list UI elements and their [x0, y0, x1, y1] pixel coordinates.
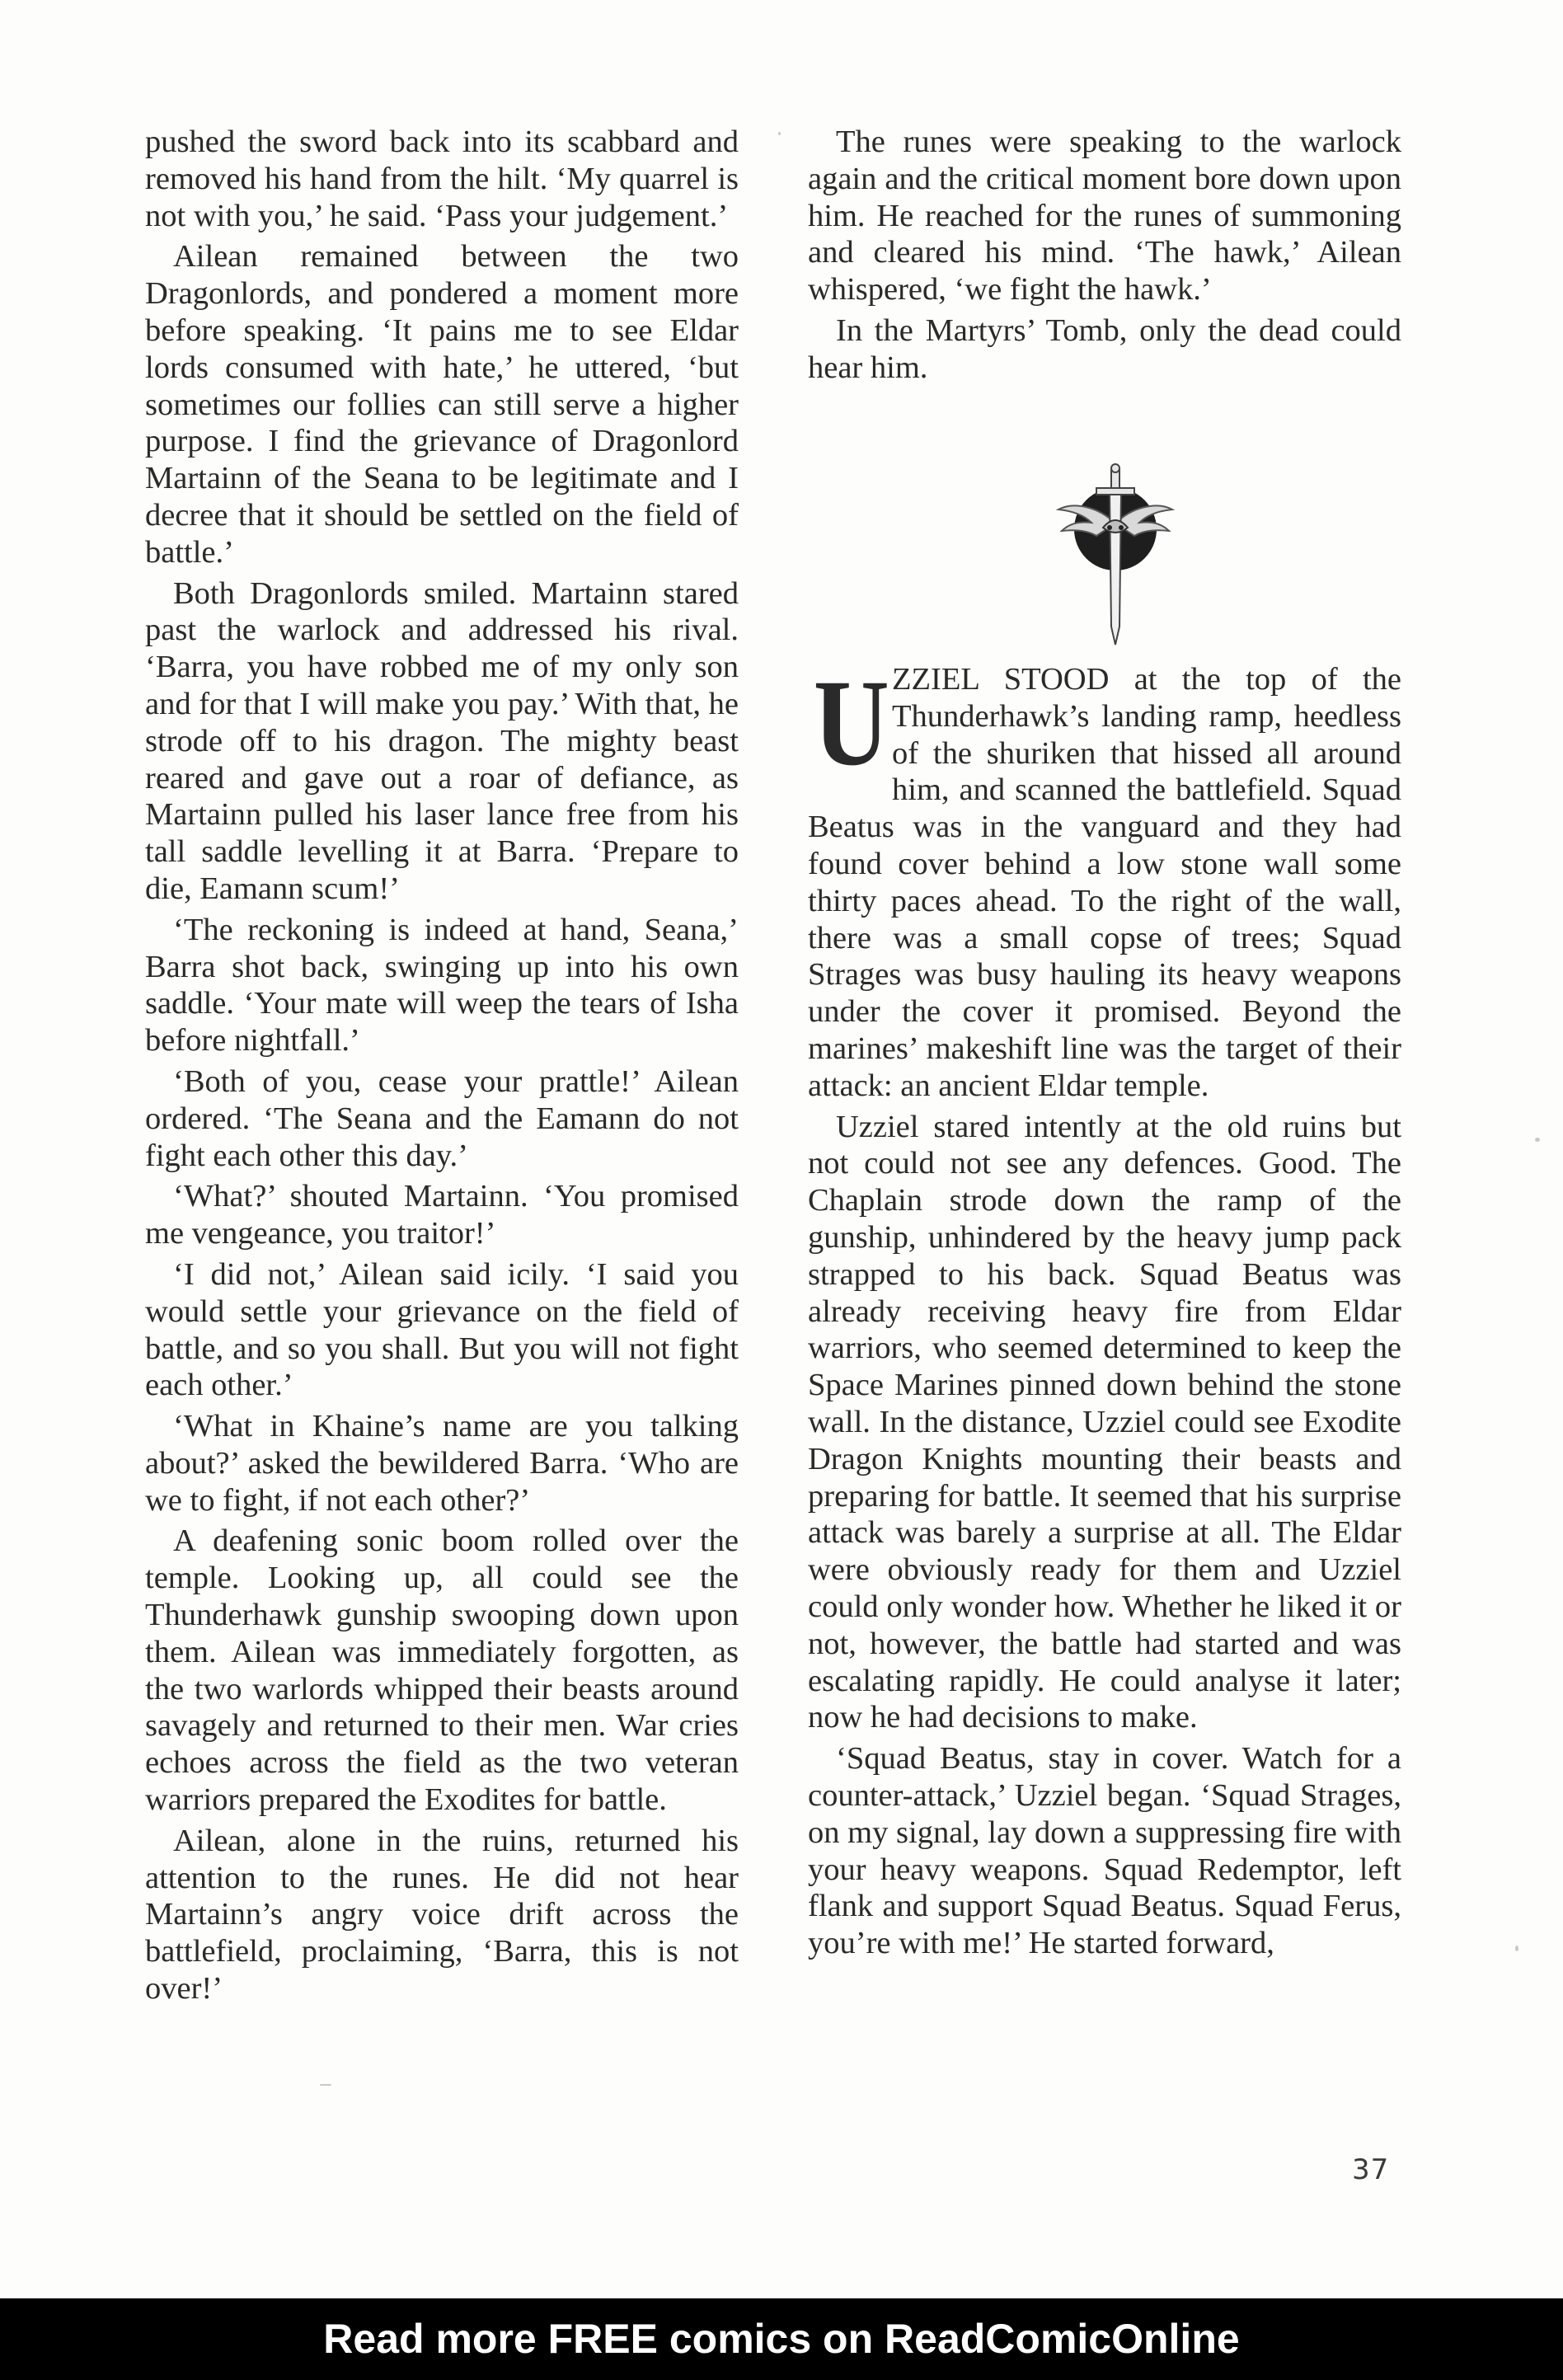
paragraph: The runes were speaking to the warlock again and the critical moment bore down upon him. He reached for the runes of summoning and cleared his mind. ‘The hawk,’ Ailean whispered, ‘we fight the hawk.’ [808, 124, 1401, 307]
right-text-column [808, 124, 1401, 391]
paper-speck [1515, 1946, 1518, 1951]
paragraph: ‘The reckoning is indeed at hand, Seana,’ Barra shot back, swinging up into his own saddle. ‘Your mate will weep the tears of Isha before nightfall.’ [145, 912, 739, 1059]
paragraph: Ailean, alone in the ruins, returned his attention to the runes. He did not hear Martainn’s angry voice drift across the battlefield, proclaiming, ‘Barra, this is not over!’ [145, 1823, 739, 2007]
drop-cap: U [813, 655, 889, 791]
left-text-column [145, 124, 739, 2011]
paragraph: Ailean remained between the two Dragonlords, and pondered a moment more before speaking. ‘It pains me to see Eldar lords consumed with hate,’ he uttered, ‘but sometimes our follies can still serve a higher purpose. I find the grievance of Dragonlord Martainn of the Seana to be legitimate and I decree that it should be settled on the field of battle.’ [145, 239, 739, 570]
paper-speck [1535, 1138, 1540, 1142]
paragraph: Uzziel stared intently at the old ruins but not could not see any defences. Good. The Chaplain strode down the ramp of the gunship, unhindered by the heavy jump pack strapped to his back. Squad Beatus was already receiving heavy fire from Eldar warriors, who seemed determined to keep the Space Marines pinned down behind the stone wall. In the distance, Uzziel could see Exodite Dragon Knights mounting their beasts and preparing for battle. It seemed that his surprise attack was barely a surprise at all. The Eldar were obviously ready for them and Uzziel could only wonder how. Whether he liked it or not, however, the battle had started and was escalating rapidly. He could analyse it later; now he had decisions to make. [808, 1109, 1401, 1735]
paragraph: ‘Both of you, cease your prattle!’ Ailean ordered. ‘The Seana and the Eamann do not fight each other this day.’ [145, 1063, 739, 1173]
paragraph: ‘Squad Beatus, stay in cover. Watch for a counter-attack,’ Uzziel began. ‘Squad Strages, on my signal, lay down a suppressing fire with your heavy weapons. Squad Redemptor, left flank and support Squad Beatus. Squad Ferus, you’re with me!’ He started forward, [808, 1741, 1401, 1961]
promo-banner-text[interactable]: Read more FREE comics on ReadComicOnline [323, 2316, 1240, 2362]
paper-speck [320, 2084, 331, 2086]
chapter-first-paragraph: U ZZIEL STOOD at the top of the Thunderhawk’s landing ramp, heedless of the shuriken that hissed all around him, and scanned the battlefield. Squad Beatus was in the vanguard and they had found cover behind a low stone wall some thirty paces ahead. To the right of the wall, there was a small copse of trees; Squad Strages was busy hauling its heavy weapons under the cover it promised. Beyond the marines’ makeshift line was the target of their attack: an ancient Eldar temple. [808, 655, 1401, 1103]
paragraph: pushed the sword back into its scabbard and removed his hand from the hilt. ‘My quarrel is not with you,’ he said. ‘Pass your judgement.’ [145, 124, 739, 233]
paragraph: ‘I did not,’ Ailean said icily. ‘I said you would settle your grievance on the field of battle, and so you shall. But you will not fight each other.’ [145, 1256, 739, 1403]
paragraph: ‘What in Khaine’s name are you talking about?’ asked the bewildered Barra. ‘Who are we to fight, if not each other?’ [145, 1409, 739, 1518]
paragraph: A deafening sonic boom rolled over the temple. Looking up, all could see the Thunderhawk gunship swooping down upon them. Ailean was immediately forgotten, as the two warlords whipped their beasts around savagely and returned to their men. War cries echoes across the field as the two veteran warriors prepared the Exodites for battle. [145, 1523, 739, 1818]
paragraph: In the Martyrs’ Tomb, only the dead could hear him. [808, 312, 1401, 385]
paragraph: ‘What?’ shouted Martainn. ‘You promised me vengeance, you traitor!’ [145, 1179, 739, 1251]
paper-speck [778, 132, 781, 135]
winged-sword-emblem-icon [1054, 462, 1177, 651]
chapter-opening [808, 655, 1401, 1966]
page-number: 37 [1352, 2153, 1390, 2186]
promo-banner[interactable] [0, 2298, 1563, 2380]
paragraph: Both Dragonlords smiled. Martainn stared past the warlock and addressed his rival. ‘Barra, you have robbed me of my only son and for that I will make you pay.’ With that, he strode off to his dragon. The mighty beast reared and gave out a roar of defiance, as Martainn pulled his laser lance free from his tall saddle levelling it at Barra. ‘Prepare to die, Eamann scum!’ [145, 575, 739, 906]
